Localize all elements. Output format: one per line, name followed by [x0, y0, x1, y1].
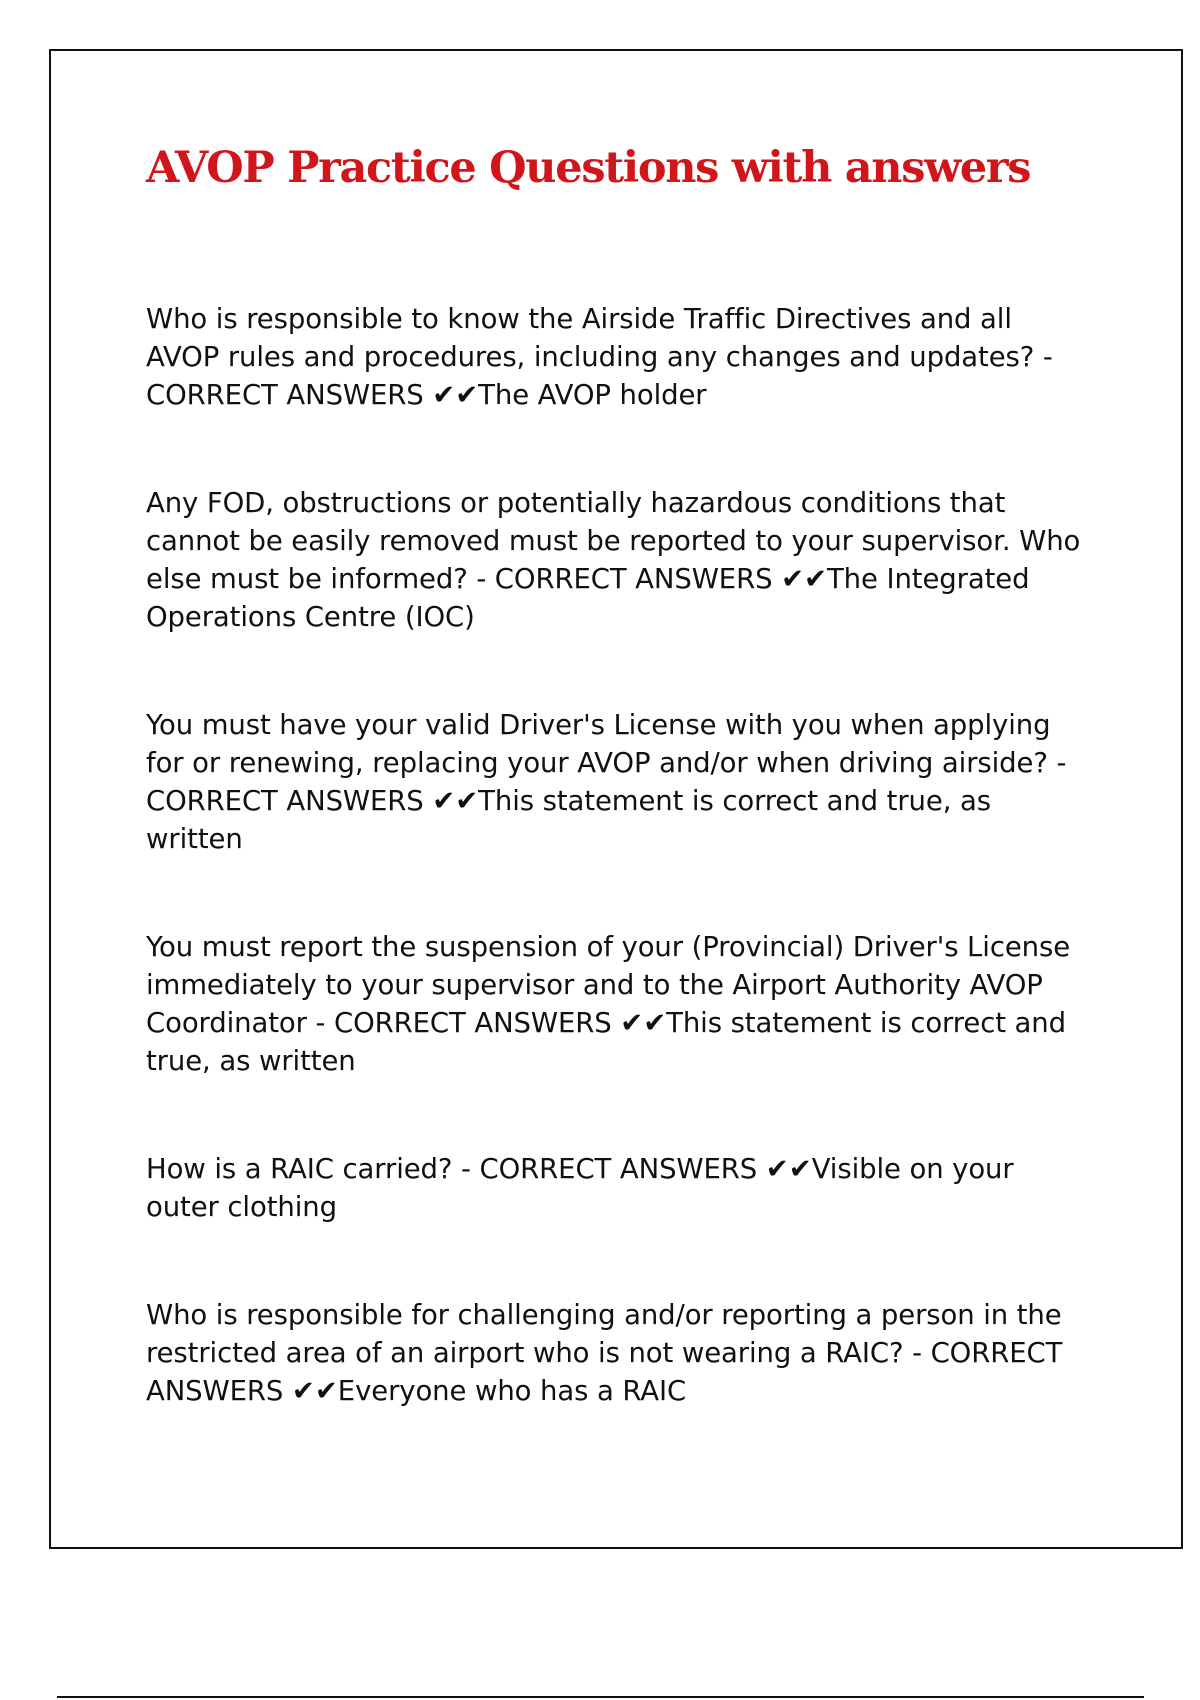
- qa-list: [146, 300, 1086, 1410]
- qa-item: You must report the suspension of your (Provincial) Driver's License immediately to your supervisor and to the Airport Authority AVOP Coordinator - CORRECT ANSWERS ✔✔This statement is correct and true, as written: [146, 931, 1071, 1077]
- qa-item: Who is responsible to know the Airside Traffic Directives and all AVOP rules and procedures, including any changes and updates? - CORRECT ANSWERS ✔✔The AVOP holder: [146, 303, 1053, 411]
- qa-item: Who is responsible for challenging and/or reporting a person in the restricted area of an airport who is not wearing a RAIC? - CORRECT ANSWERS ✔✔Everyone who has a RAIC: [146, 1299, 1063, 1407]
- qa-item: How is a RAIC carried? - CORRECT ANSWERS ✔✔Visible on your outer clothing: [146, 1153, 1014, 1223]
- bottom-divider: [57, 1696, 1144, 1698]
- qa-item: You must have your valid Driver's License with you when applying for or renewing, replacing your AVOP and/or when driving airside? - CORRECT ANSWERS ✔✔This statement is correct and true, as written: [146, 709, 1067, 855]
- qa-item: Any FOD, obstructions or potentially hazardous conditions that cannot be easily removed must be reported to your supervisor. Who else must be informed? - CORRECT ANSWERS ✔✔The Integrated Operations Centre (IOC): [146, 487, 1081, 633]
- document-title: AVOP Practice Questions with answers: [146, 143, 1031, 193]
